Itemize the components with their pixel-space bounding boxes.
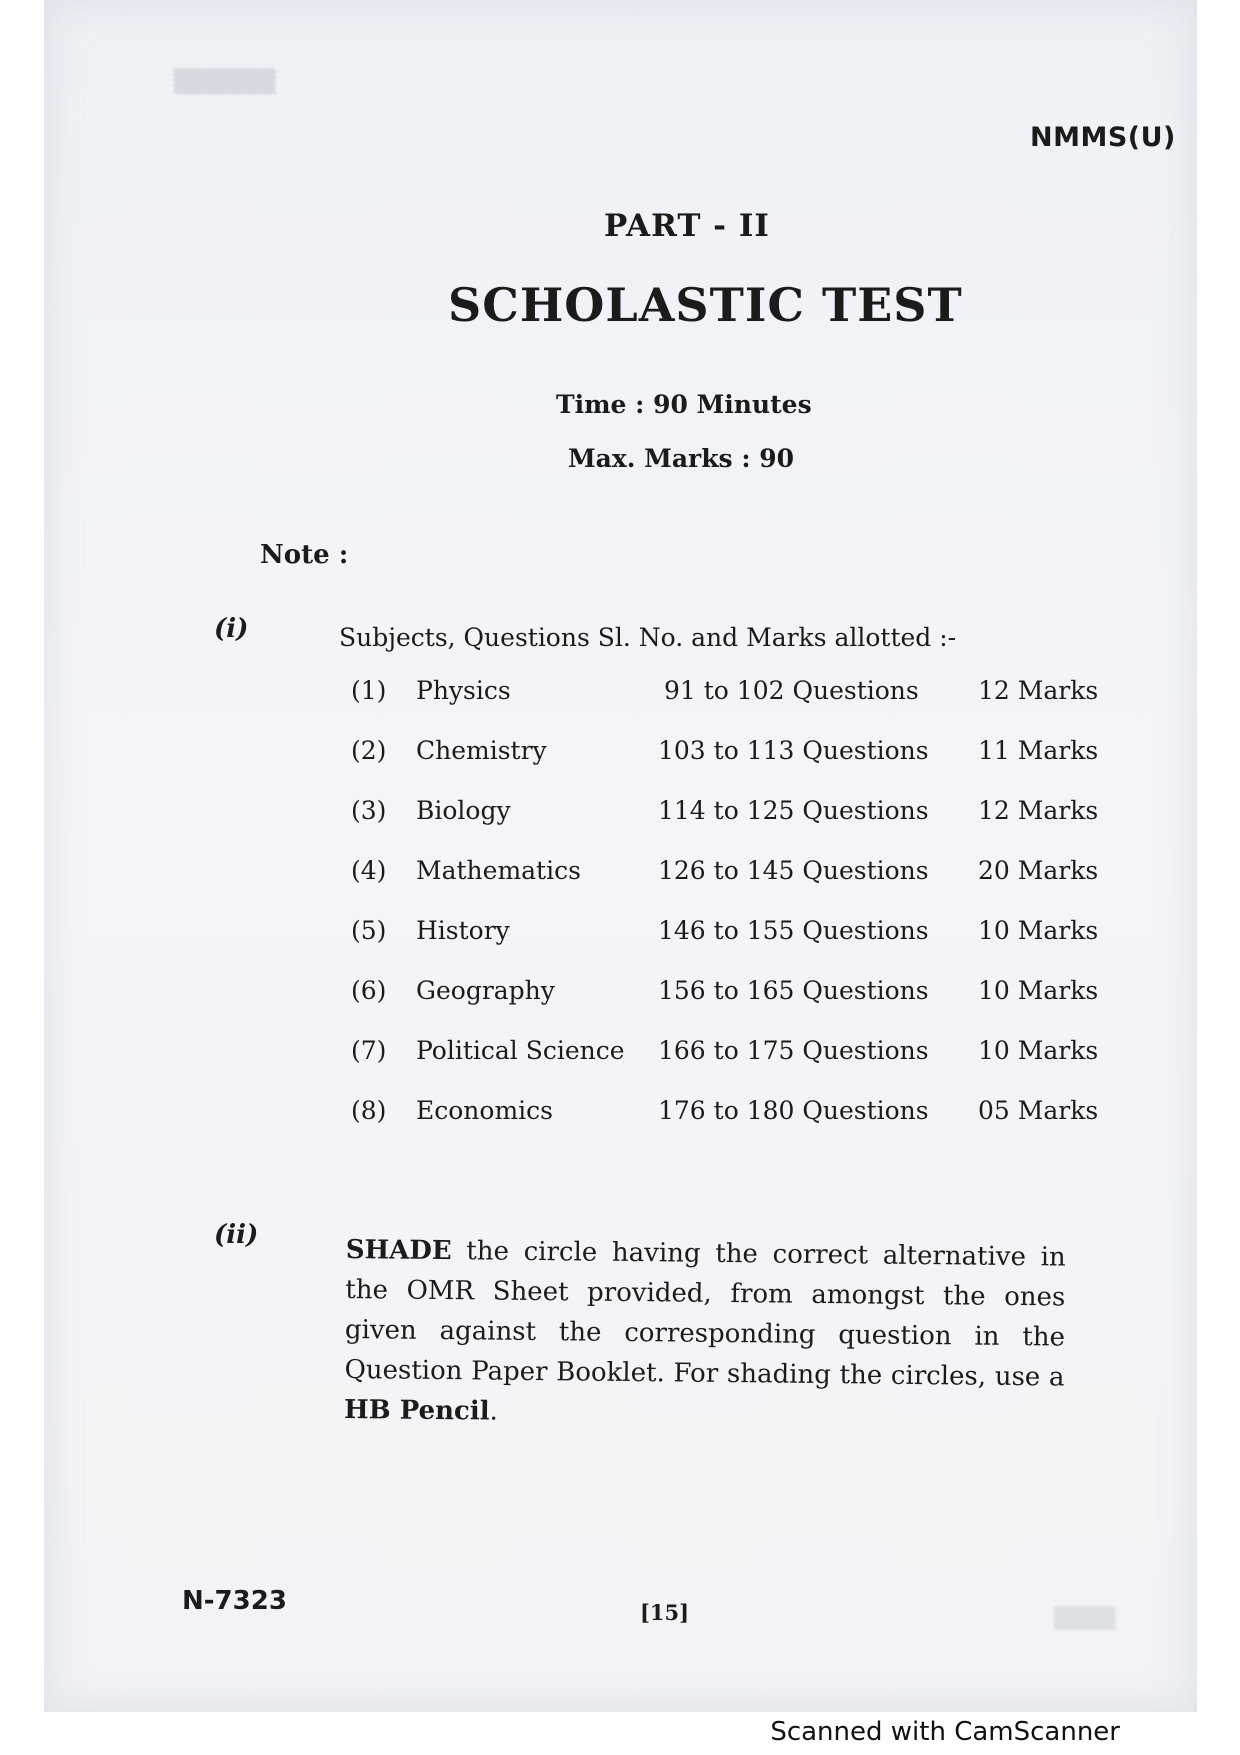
row-marks: 11 Marks — [978, 736, 1099, 765]
subject-row — [44, 676, 1197, 716]
shading-instruction — [344, 1230, 1066, 1438]
shade-keyword: SHADE — [345, 1234, 452, 1267]
pencil-keyword: HB Pencil — [343, 1394, 490, 1427]
subject-row — [44, 736, 1197, 776]
row-marks: 10 Marks — [978, 916, 1099, 945]
row-marks: 12 Marks — [978, 676, 1099, 705]
subject-row — [44, 976, 1197, 1016]
row-subject: Political Science — [416, 1036, 625, 1065]
row-number: (8) — [351, 1096, 387, 1125]
row-marks: 05 Marks — [978, 1096, 1099, 1125]
row-number: (7) — [351, 1036, 387, 1065]
row-marks: 10 Marks — [978, 1036, 1099, 1065]
row-number: (1) — [351, 676, 387, 705]
row-number: (2) — [351, 736, 387, 765]
instruction-end: . — [489, 1396, 499, 1427]
row-questions: 176 to 180 Questions — [658, 1096, 929, 1125]
subject-row — [44, 856, 1197, 896]
row-questions: 166 to 175 Questions — [658, 1036, 929, 1065]
row-subject: History — [416, 916, 510, 945]
row-subject: Biology — [416, 796, 511, 825]
page-number: [15] — [640, 1600, 690, 1625]
document-page — [44, 0, 1197, 1712]
row-number: (6) — [351, 976, 387, 1005]
faded-stamp: ▒▒▒▒▒▒ — [174, 70, 276, 95]
time-allowed: Time : 90 Minutes — [556, 390, 812, 419]
row-questions: 156 to 165 Questions — [658, 976, 929, 1005]
paper-code: N-7323 — [182, 1586, 287, 1616]
exam-code: NMMS(U) — [1030, 122, 1176, 153]
item-i-marker: (i) — [214, 614, 249, 644]
row-subject: Economics — [416, 1096, 553, 1125]
row-questions: 91 to 102 Questions — [664, 676, 919, 705]
subject-row — [44, 916, 1197, 956]
row-questions: 114 to 125 Questions — [658, 796, 929, 825]
row-number: (5) — [351, 916, 387, 945]
row-questions: 126 to 145 Questions — [658, 856, 929, 885]
faded-mark: ▒▒▒▒ — [1054, 1606, 1116, 1630]
instruction-text: the circle having the correct alternative in the OMR Sheet provided, from amongst the ones given against the corresponding question in the Question Paper Booklet. For shading the circles, use a — [344, 1236, 1066, 1393]
subject-row — [44, 1036, 1197, 1076]
item-ii-marker: (ii) — [214, 1220, 259, 1250]
row-marks: 20 Marks — [978, 856, 1099, 885]
row-subject: Mathematics — [416, 856, 581, 885]
row-questions: 103 to 113 Questions — [658, 736, 929, 765]
scanner-watermark: Scanned with CamScanner — [770, 1717, 1120, 1747]
note-label: Note : — [260, 540, 349, 570]
part-heading: PART - II — [604, 208, 770, 244]
row-marks: 12 Marks — [978, 796, 1099, 825]
max-marks: Max. Marks : 90 — [568, 444, 795, 473]
row-marks: 10 Marks — [978, 976, 1099, 1005]
item-i-intro: Subjects, Questions Sl. No. and Marks allotted :- — [339, 623, 957, 652]
page-title: SCHOLASTIC TEST — [448, 278, 963, 332]
row-questions: 146 to 155 Questions — [658, 916, 929, 945]
row-subject: Chemistry — [416, 736, 547, 765]
subject-row — [44, 1096, 1197, 1136]
row-number: (3) — [351, 796, 387, 825]
row-subject: Geography — [416, 976, 555, 1005]
row-subject: Physics — [416, 676, 511, 705]
subject-row — [44, 796, 1197, 836]
row-number: (4) — [351, 856, 387, 885]
